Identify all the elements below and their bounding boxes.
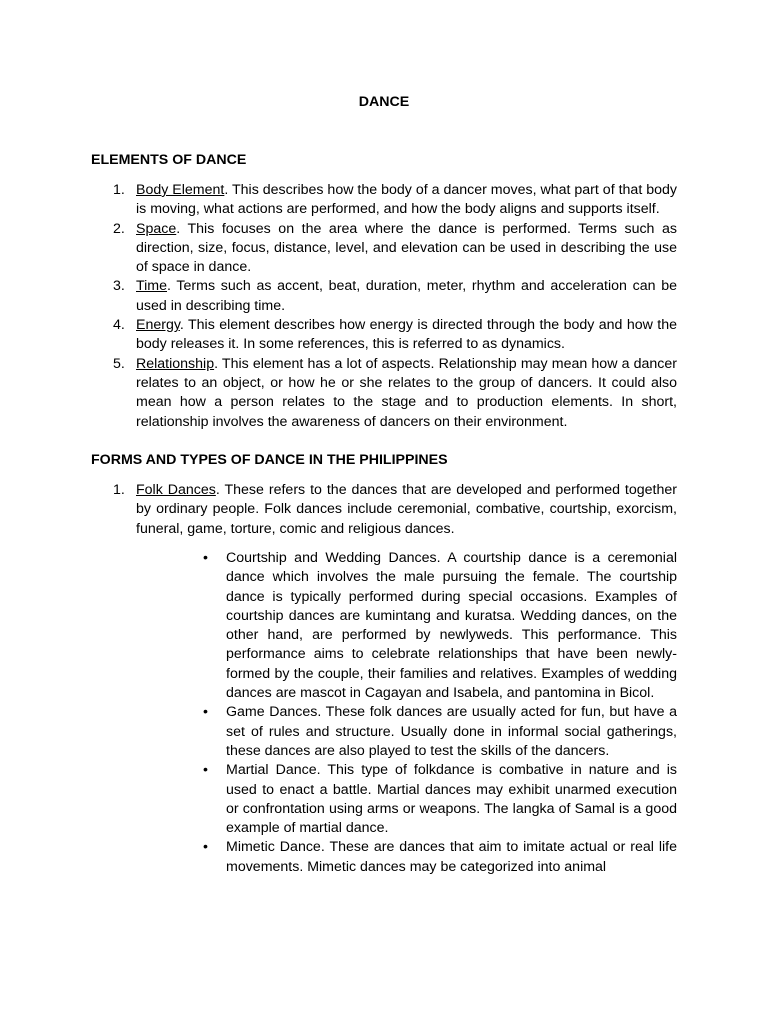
- list-item: [0, 181, 677, 220]
- bullet-text: Martial Dance. This type of folkdance is combative in nature and is used to enact a battle. Martial dances may exhibit unarmed execution or confrontation using arms or weapons. The langka of Samal is a good example of martial dance.: [226, 762, 677, 837]
- elements-list: [0, 181, 677, 432]
- list-item: [0, 481, 677, 539]
- list-number: 1.: [113, 482, 125, 498]
- document-title: DANCE: [358, 94, 410, 110]
- list-item: [0, 220, 677, 278]
- bullet-item: [0, 838, 677, 877]
- bullet-text: Courtship and Wedding Dances. A courtship dance is a ceremonial dance which involves the male pursuing the female. The courtship dance is typically performed during special occasions. Examples of courtship dances are kumintang and kuratsa. Wedding dances, on the other hand, are performed by newlyweds. This performance. This performance aims to celebrate relationships that have been newly-formed by the couple, their families and relatives. Examples of wedding dances are mascot in Cagayan and Isabela, and pantomina in Bicol.: [226, 550, 677, 702]
- list-text: . Terms such as accent, beat, duration, meter, rhythm and acceleration can be used in describing time.: [136, 278, 677, 314]
- bullet-icon: •: [203, 762, 208, 779]
- section-heading-forms: FORMS AND TYPES OF DANCE IN THE PHILIPPINES: [91, 452, 448, 468]
- list-term: Folk Dances: [136, 482, 216, 498]
- list-term: Time: [136, 278, 168, 295]
- list-text: . This describes how the body of a dancer moves, what part of that body is moving, what actions are performed, and how the body aligns and supports itself.: [136, 182, 677, 218]
- list-text: . This element describes how energy is directed through the body and how the body releases it. In some references, this is referred to as dynamics.: [136, 317, 677, 353]
- bullet-item: [0, 549, 677, 703]
- bullet-icon: •: [203, 839, 208, 856]
- bullet-item: [0, 703, 677, 761]
- list-number: 2.: [113, 220, 125, 237]
- list-number: 1.: [113, 182, 125, 198]
- list-term: Energy: [136, 317, 180, 334]
- folk-dance-types-list: [0, 549, 677, 877]
- bullet-icon: •: [203, 550, 208, 566]
- bullet-icon: •: [203, 704, 208, 721]
- list-term: Space: [136, 220, 177, 237]
- list-item: [0, 355, 677, 432]
- list-number: 5.: [113, 355, 125, 372]
- list-text: . These refers to the dances that are developed and performed together by ordinary people. Folk dances include ceremonial, combative, courtship, exorcism, funeral, game, torture, comic and religious dances.: [136, 482, 677, 537]
- bullet-item: [0, 761, 677, 838]
- list-text: . This element has a lot of aspects. Relationship may mean how a dancer relates to an object, or how he or she relates to the group of dancers. It could also mean how a person relates to the stage and to production elements. In short, relationship involves the awareness of dancers on their environment.: [136, 355, 677, 430]
- list-term: Body Element: [136, 182, 225, 198]
- list-term: Relationship: [136, 355, 215, 372]
- forms-list: [0, 481, 677, 539]
- list-item: [0, 316, 677, 355]
- bullet-text: Mimetic Dance. These are dances that aim to imitate actual or real life movements. Mimetic dances may be categorized into animal: [226, 839, 677, 875]
- list-text: . This focuses on the area where the dance is performed. Terms such as direction, size, focus, distance, level, and elevation can be used in describing the use of space in dance.: [136, 220, 677, 276]
- list-number: 3.: [113, 278, 125, 295]
- list-item: [0, 277, 677, 316]
- section-heading-elements: ELEMENTS OF DANCE: [91, 152, 247, 168]
- bullet-text: Game Dances. These folk dances are usually acted for fun, but have a set of rules and structure. Usually done in informal social gatherings, these dances are also played to test the skills of the dancers.: [226, 704, 677, 759]
- list-number: 4.: [113, 317, 125, 334]
